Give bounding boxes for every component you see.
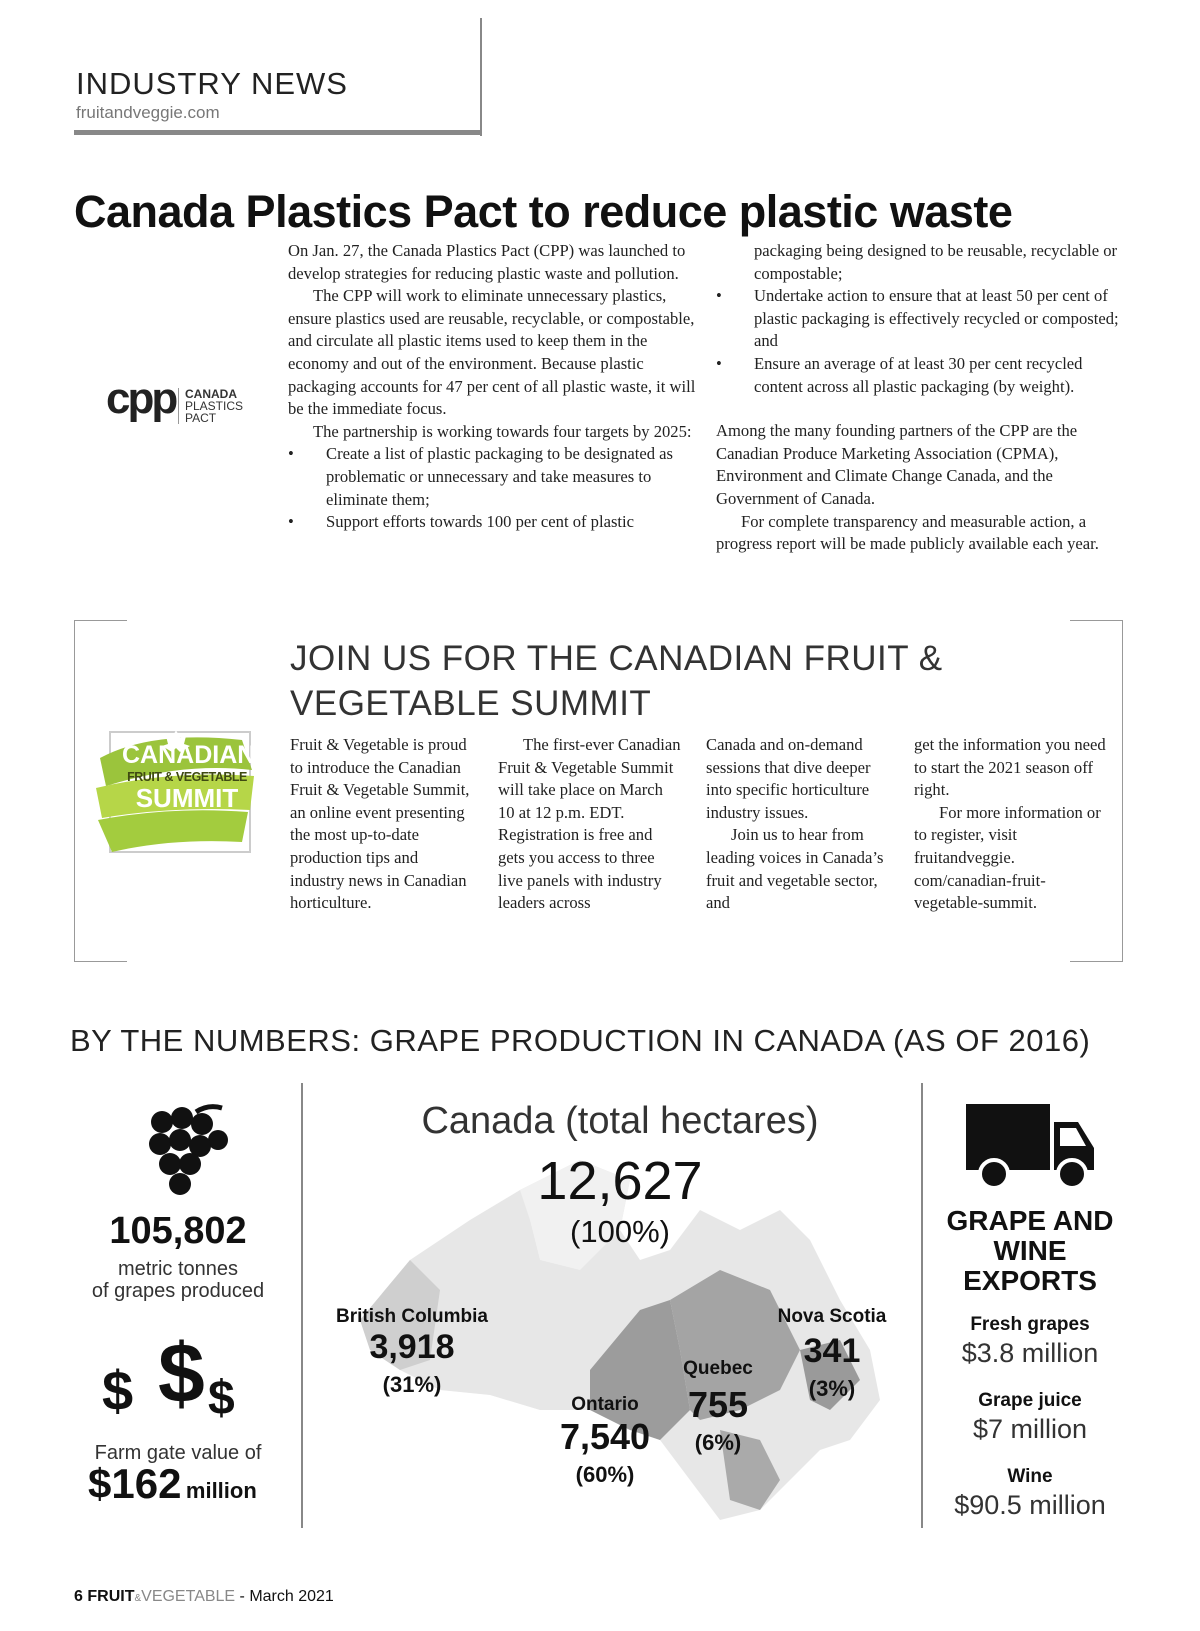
grapes-icon: [148, 1104, 228, 1204]
article-headline: Canada Plastics Pact to reduce plastic waste: [74, 186, 1013, 237]
cpp-logo-text: CANADA PLASTICS PACT: [178, 388, 243, 424]
tonnes-value: 105,802: [109, 1210, 247, 1252]
page-footer: [74, 1588, 334, 1606]
footer-fruit: FRUIT: [87, 1588, 135, 1605]
footer-vegetable: VEGETABLE: [141, 1588, 236, 1605]
farm-gate-amount: [88, 1460, 308, 1508]
summit-column-3: Canada and on-demand sessions that dive deeper into specific horticulture industry issues. Join us to hear from leading voices in Canada’s fruit and vegetable sector, and: [706, 735, 884, 913]
bullet-item: • Undertake action to ensure that at least 50 per cent of plastic packaging is effectively recycled or composted; and: [716, 286, 1119, 351]
numbers-title: BY THE NUMBERS: GRAPE PRODUCTION IN CANADA (AS OF 2016): [70, 1023, 1091, 1058]
truck-icon: [966, 1104, 1096, 1194]
export-value: $90.5 million: [954, 1490, 1106, 1520]
farm-gate-unit: million: [185, 1478, 257, 1503]
bullet-continuation: packaging being designed to be reusable, recyclable or compostable;: [754, 241, 1118, 283]
summit-logo-line3: SUMMIT: [135, 783, 239, 813]
cpp-logo-mark: cpp: [106, 374, 176, 423]
header-divider-vertical: [480, 18, 482, 136]
tonnes-label-line1: metric tonnes: [117, 1258, 239, 1280]
province-name: British Columbia: [335, 1306, 488, 1327]
summit-logo-line1: CANADIAN: [122, 741, 256, 769]
numbers-divider-right: [921, 1083, 923, 1528]
exports-title: GRAPE AND WINE EXPORTS: [946, 1205, 1114, 1296]
map-title: Canada (total hectares): [421, 1100, 819, 1142]
export-value: $3.8 million: [961, 1338, 1099, 1368]
summit-logo-line2: FRUIT & VEGETABLE: [127, 770, 247, 784]
export-label: Fresh grapes: [970, 1314, 1090, 1335]
summit-logo: [92, 710, 262, 855]
svg-text:$: $: [208, 1372, 235, 1425]
bullet-item: • Ensure an average of at least 30 per cent recycled content across all plastic packaging (by weight).: [716, 353, 1083, 396]
bullet-item: • Support efforts towards 100 per cent of plastic: [288, 512, 634, 532]
province-name: Ontario: [571, 1394, 639, 1415]
svg-text:$: $: [158, 1330, 205, 1420]
header-divider-horizontal: [74, 130, 482, 135]
export-label: Grape juice: [978, 1390, 1082, 1411]
map-total-pct: (100%): [570, 1214, 670, 1249]
article-column-1: [288, 240, 698, 534]
article-paragraph: For complete transparency and measurable action, a progress report will be made publicly available each year.: [716, 511, 1099, 554]
bullet-item: • Create a list of plastic packaging to be designated as problematic or unnecessary and take measures to eliminate them;: [288, 444, 673, 509]
article-paragraph: The CPP will work to eliminate unnecessary plastics, ensure plastics used are reusable, recyclable, or compostable, and circulate all plastic items used to keep them in the economy and out of the environment. Because plastic packaging accounts for 47 per cent of all plastic waste, it will be the immediate focus.: [288, 286, 696, 419]
summit-column-4: get the information you need to start the 2021 season off right. For more information or to register, visit fruitandveggie. com/canadian-fruit-vegetable-summit.: [914, 735, 1106, 913]
article-paragraph: On Jan. 27, the Canada Plastics Pact (CPP) was launched to develop strategies for reducing plastic waste and pollution.: [288, 241, 686, 283]
export-label: Wine: [1007, 1466, 1053, 1487]
map-total: 12,627: [537, 1151, 703, 1211]
svg-text:$: $: [102, 1359, 134, 1422]
section-label: INDUSTRY NEWS: [76, 66, 348, 101]
tonnes-label-line2: of grapes produced: [91, 1280, 265, 1302]
farm-gate-label: Farm gate value of: [94, 1442, 262, 1464]
summit-title: JOIN US FOR THE CANADIAN FRUIT & VEGETABLE SUMMIT: [290, 639, 943, 723]
province-value: 3,918: [369, 1328, 455, 1366]
footer-date: - March 2021: [235, 1588, 334, 1605]
farm-gate-value: $162: [88, 1460, 182, 1507]
province-value: 7,540: [559, 1416, 651, 1457]
summit-column-1: Fruit & Vegetable is proud to introduce the Canadian Fruit & Vegetable Summit, an online event presenting the most up-to-date production tips and industry news in Canadian horticulture.: [290, 735, 470, 913]
dollar-signs-icon: [100, 1330, 250, 1430]
province-pct: (60%): [575, 1462, 635, 1487]
province-name: Quebec: [683, 1358, 753, 1379]
summit-column-2: The first-ever Canadian Fruit & Vegetable Summit will take place on March 10 at 12 p.m. EDT. Registration is free and gets you access to three live panels with industry leaders across: [498, 735, 681, 913]
province-value: 755: [687, 1384, 749, 1425]
site-url: fruitandveggie.com: [76, 103, 220, 122]
province-pct: (31%): [382, 1372, 442, 1397]
province-value: 341: [803, 1332, 861, 1370]
province-pct: (3%): [808, 1376, 856, 1401]
footer-amp: &: [134, 1593, 142, 1604]
article-paragraph: Among the many founding partners of the CPP are the Canadian Produce Marketing Association (CPMA), Environment and Climate Change Canada, and the Government of Canada.: [716, 421, 1078, 508]
province-pct: (6%): [694, 1430, 742, 1455]
article-paragraph: The partnership is working towards four targets by 2025:: [313, 421, 692, 441]
export-value: $7 million: [972, 1414, 1088, 1444]
page-number: 6: [74, 1588, 83, 1605]
province-name: Nova Scotia: [777, 1306, 887, 1327]
article-column-2: [716, 240, 1126, 556]
